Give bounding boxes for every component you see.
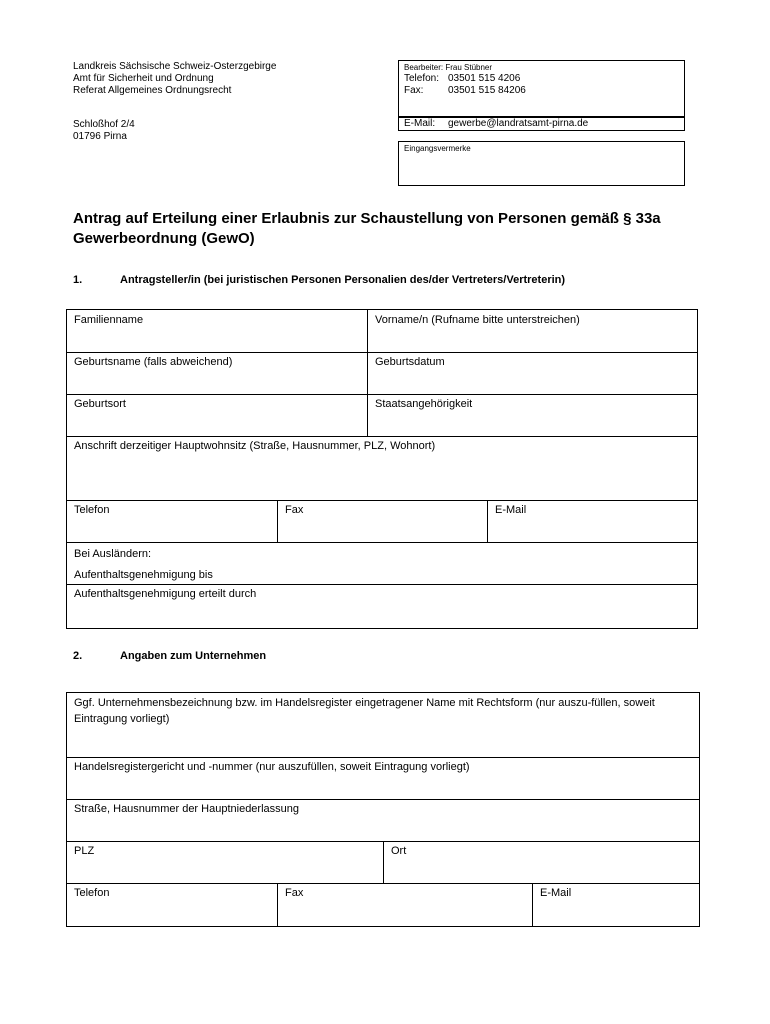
aufenthalt-bis-label: Aufenthaltsgenehmigung bis <box>74 569 213 581</box>
geburtsort-label: Geburtsort <box>74 398 126 410</box>
unternehmensbezeichnung-label: Ggf. Unternehmensbezeichnung bzw. im Handelsregister eingetragener Name mit Rechtsform (nur auszu-füllen, soweit Eintragung vorliegt) <box>74 697 655 725</box>
familienname-label: Familienname <box>74 314 144 326</box>
field-company-email[interactable] <box>533 883 699 927</box>
authority-line1: Landkreis Sächsische Schweiz-Osterzgebirge <box>73 61 277 72</box>
geburtsname-label: Geburtsname (falls abweichend) <box>74 356 233 368</box>
contact-telefon-label: Telefon: <box>404 73 440 84</box>
telefon-label: Telefon <box>74 504 110 516</box>
field-email[interactable] <box>488 500 697 542</box>
field-aufenthalt-bis[interactable] <box>67 542 697 584</box>
authority-line2: Amt für Sicherheit und Ordnung <box>73 73 214 84</box>
section1-number: 1. <box>73 274 83 286</box>
field-company-fax[interactable] <box>278 883 532 927</box>
contact-telefon-row <box>404 73 679 85</box>
plz-label: PLZ <box>74 845 95 857</box>
section2-title: Angaben zum Unternehmen <box>120 650 267 662</box>
contact-telefon-value: 03501 515 4206 <box>448 73 521 84</box>
section2-number: 2. <box>73 650 83 662</box>
field-fax[interactable] <box>278 500 487 542</box>
field-geburtsname[interactable] <box>67 352 367 394</box>
field-aufenthalt-durch[interactable] <box>67 584 697 628</box>
staatsangehoerigkeit-label: Staatsangehörigkeit <box>375 398 473 410</box>
email-label: E-Mail <box>495 504 527 516</box>
authority-city: 01796 Pirna <box>73 131 127 142</box>
field-ort[interactable] <box>384 841 699 883</box>
handelsregister-label: Handelsregistergericht und -nummer (nur auszufüllen, soweit Eintragung vorliegt) <box>74 761 470 773</box>
aufenthalt-durch-label: Aufenthaltsgenehmigung erteilt durch <box>74 588 257 600</box>
applicant-table <box>66 309 698 629</box>
auslaender-label: Bei Ausländern: <box>74 548 152 560</box>
bearbeiter: Bearbeiter: Frau Stübner <box>404 63 493 72</box>
field-anschrift[interactable] <box>67 436 697 500</box>
vorname-label: Vorname/n (Rufname bitte unterstreichen) <box>375 314 580 326</box>
ort-label: Ort <box>391 845 407 857</box>
field-geburtsort[interactable] <box>67 394 367 436</box>
geburtsdatum-label: Geburtsdatum <box>375 356 445 368</box>
company-table <box>66 692 700 927</box>
contact-email-box <box>398 117 685 131</box>
contact-fax-value: 03501 515 84206 <box>448 85 526 96</box>
form-title: Antrag auf Erteilung einer Erlaubnis zur Schaustellung von Personen gemäß § 33a Gewerbeordnung (GewO) <box>73 210 661 247</box>
contact-fax-label: Fax: <box>404 85 424 96</box>
field-familienname[interactable] <box>67 310 367 352</box>
anschrift-label: Anschrift derzeitiger Hauptwohnsitz (Straße, Hausnummer, PLZ, Wohnort) <box>74 440 436 452</box>
contact-email-label: E-Mail: <box>404 118 436 129</box>
company-telefon-label: Telefon <box>74 887 110 899</box>
eingangsvermerke-label: Eingangsvermerke <box>404 144 471 153</box>
field-telefon[interactable] <box>67 500 277 542</box>
fax-label: Fax <box>285 504 304 516</box>
contact-box <box>398 60 685 117</box>
section1-title: Antragsteller/in (bei juristischen Personen Personalien des/der Vertreters/Vertreterin) <box>120 274 566 286</box>
hauptniederlassung-label: Straße, Hausnummer der Hauptniederlassung <box>74 803 300 815</box>
field-vorname[interactable] <box>368 310 698 352</box>
contact-email-value[interactable]: gewerbe@landratsamt-pirna.de <box>448 118 589 129</box>
field-handelsregister[interactable] <box>67 757 699 799</box>
authority-street: Schloßhof 2/4 <box>73 119 135 130</box>
field-geburtsdatum[interactable] <box>368 352 698 394</box>
company-fax-label: Fax <box>285 887 304 899</box>
field-hauptniederlassung[interactable] <box>67 799 699 841</box>
eingangsvermerke-box[interactable] <box>398 141 685 186</box>
authority-postal <box>73 119 135 143</box>
contact-fax-row <box>404 85 679 97</box>
authority-line3: Referat Allgemeines Ordnungsrecht <box>73 85 232 96</box>
company-email-label: E-Mail <box>540 887 572 899</box>
authority-address <box>73 61 276 97</box>
field-unternehmensbezeichnung[interactable] <box>67 693 699 757</box>
field-staatsangehoerigkeit[interactable] <box>368 394 698 436</box>
field-company-telefon[interactable] <box>67 883 277 927</box>
field-plz[interactable] <box>67 841 383 883</box>
